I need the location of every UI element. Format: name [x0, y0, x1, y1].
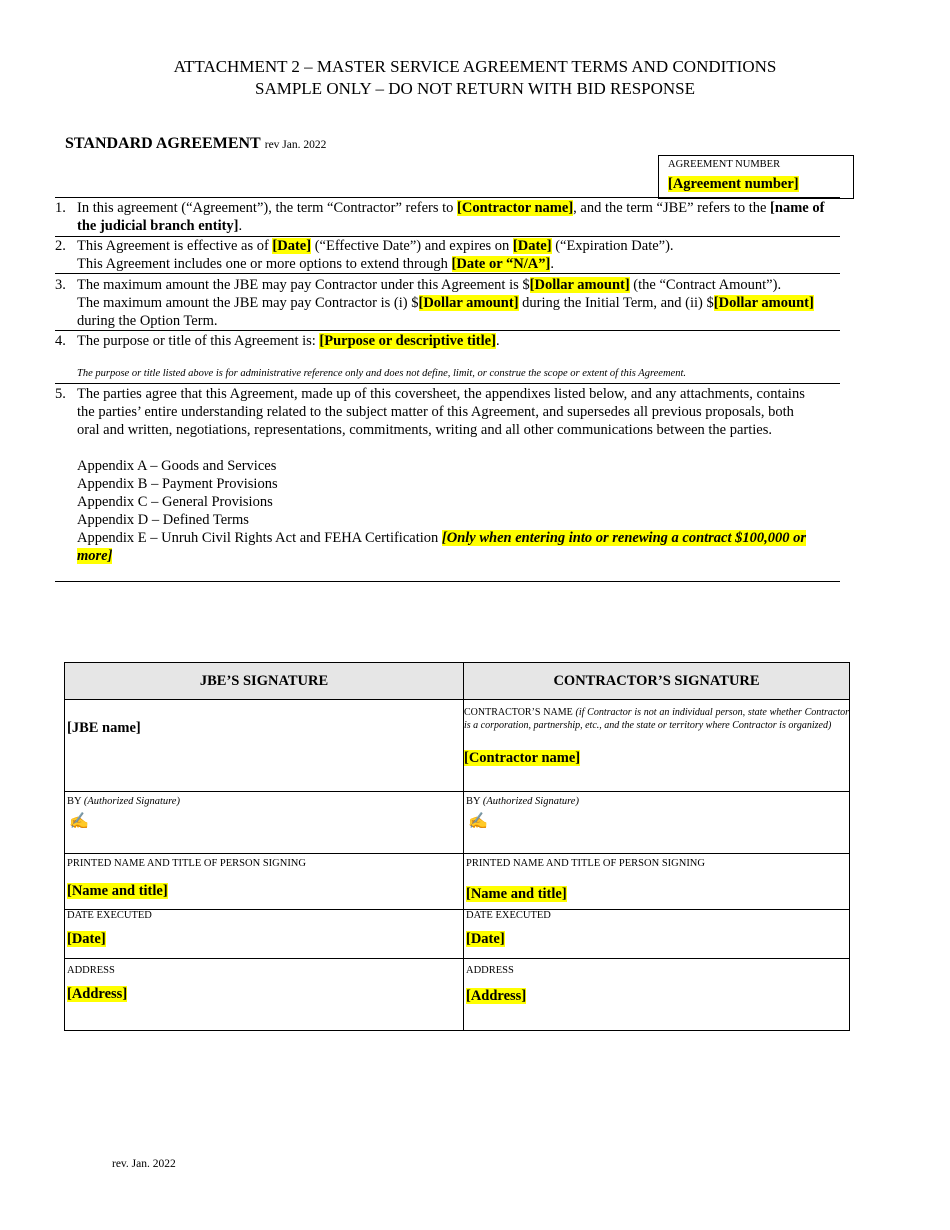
appendix-e-note: [Only when entering into or renewing a contract $100,000 or more] — [77, 530, 807, 564]
clause-5 — [55, 385, 845, 565]
contractor-address-value[interactable]: [Address] — [466, 988, 527, 1004]
footer-rev: rev. Jan. 2022 — [112, 1158, 176, 1170]
contractor-name-field[interactable]: [Contractor name] — [457, 200, 574, 216]
appendix-e: Appendix E – Unruh Civil Rights Act and FEHA Certification [Only when entering into or renewing a contract $100,000 or more] — [77, 530, 807, 564]
divider — [55, 383, 840, 384]
clause-1: 1. In this agreement (“Agreement”), the term “Contractor” refers to [Contractor name], and the term “JBE” refers to the [name of the judicial branch entity]. — [55, 200, 825, 234]
jbe-name-field[interactable]: [name of the judicial branch entity] — [77, 200, 825, 234]
initial-term-amount-field[interactable]: [Dollar amount] — [418, 295, 519, 311]
clause-3: 3. The maximum amount the JBE may pay Contractor under this Agreement is $[Dollar amount] (the “Contract Amount”). The maximum amount the JBE may pay Contractor is (i) $[Dollar amount] during the Initial Term, and (ii) $[Dollar amount] during the Option Term. — [55, 277, 814, 329]
option-term-amount-field[interactable]: [Dollar amount] — [713, 295, 814, 311]
clause-number: 2. — [55, 238, 66, 254]
appendix-d: Appendix D – Defined Terms — [77, 512, 249, 528]
jbe-printed-name-cell — [65, 854, 464, 910]
appendix-b: Appendix B – Payment Provisions — [77, 476, 278, 492]
document-title: ATTACHMENT 2 – MASTER SERVICE AGREEMENT TERMS AND CONDITIONS — [173, 57, 777, 76]
jbe-address-cell — [65, 959, 464, 1031]
contractor-name-value[interactable]: [Contractor name] — [464, 750, 581, 766]
clause-number: 1. — [55, 200, 66, 216]
clause-5-text: The parties agree that this Agreement, made up of this coversheet, the appendixes listed below, and any attachments, contains the parties’ entire understanding related to the subject matter of this Agreement, and supersedes all previous proposals, both oral and written, negotiations, representations, commitments, writing and all other communications between the parties. — [77, 386, 805, 438]
date-executed-label: DATE EXECUTED — [67, 910, 152, 921]
contractor-signature-header: CONTRACTOR’S SIGNATURE — [464, 663, 850, 700]
clause-number: 4. — [55, 333, 66, 349]
document-subtitle: SAMPLE ONLY – DO NOT RETURN WITH BID RESPONSE — [255, 79, 695, 98]
signature-pen-icon: ✍ — [69, 813, 89, 830]
jbe-date-cell — [65, 910, 464, 959]
contractor-printed-name-cell — [464, 854, 850, 910]
contractor-date-value[interactable]: [Date] — [466, 931, 505, 947]
jbe-address-value[interactable]: [Address] — [67, 986, 128, 1002]
contract-amount-field[interactable]: [Dollar amount] — [529, 277, 630, 293]
clause-number: 3. — [55, 277, 66, 293]
clause-number: 5. — [55, 386, 66, 402]
agreement-number-label: AGREEMENT NUMBER — [668, 159, 781, 170]
date-executed-label: DATE EXECUTED — [466, 910, 551, 921]
clause-4: 4. The purpose or title of this Agreement is: [Purpose or descriptive title]. — [55, 333, 500, 349]
jbe-date-value[interactable]: [Date] — [67, 931, 106, 947]
printed-name-label: PRINTED NAME AND TITLE OF PERSON SIGNING — [67, 858, 306, 869]
jbe-by-cell[interactable] — [65, 792, 464, 854]
agreement-number-value[interactable]: [Agreement number] — [668, 176, 799, 192]
purpose-disclaimer: The purpose or title listed above is for administrative reference only and does not define, limit, or construe the scope or extent of this Agreement. — [77, 368, 686, 379]
contractor-date-cell — [464, 910, 850, 959]
jbe-printed-name-value[interactable]: [Name and title] — [67, 883, 168, 899]
address-label: ADDRESS — [67, 965, 115, 976]
form-rev: rev Jan. 2022 — [264, 139, 327, 151]
by-label: BY (Authorized Signature) — [67, 796, 180, 807]
contractor-name-cell — [464, 700, 850, 792]
jbe-name-value[interactable]: [JBE name] — [67, 720, 141, 736]
address-label: ADDRESS — [466, 965, 514, 976]
contractor-by-cell[interactable] — [464, 792, 850, 854]
jbe-signature-header: JBE’S SIGNATURE — [65, 663, 464, 700]
by-label: BY (Authorized Signature) — [466, 796, 579, 807]
divider — [55, 581, 840, 582]
contractor-printed-name-value[interactable]: [Name and title] — [466, 886, 567, 902]
form-title-row — [65, 135, 326, 153]
contractor-name-note: (if Contractor is not an individual person, state whether Contractor is a corporation, partnership, etc., and the state or territory where Contractor is organized) — [464, 707, 850, 731]
appendix-a: Appendix A – Goods and Services — [77, 458, 277, 474]
divider — [55, 273, 840, 274]
divider — [55, 330, 840, 331]
jbe-name-cell — [65, 700, 464, 792]
clause-2: 2. This Agreement is effective as of [Date] (“Effective Date”) and expires on [Date] (“Expiration Date”). This Agreement includes one or more options to extend through [Date or “N/A”]. — [55, 238, 674, 272]
signature-table — [64, 662, 850, 1031]
appendix-c: Appendix C – General Provisions — [77, 494, 273, 510]
contractor-name-label: CONTRACTOR’S NAME — [464, 707, 573, 718]
form-title: STANDARD AGREEMENT — [65, 135, 261, 152]
effective-date-field[interactable]: [Date] — [272, 238, 312, 254]
contractor-address-cell — [464, 959, 850, 1031]
agreement-number-box — [658, 155, 854, 199]
signature-pen-icon: ✍ — [468, 813, 488, 830]
divider — [55, 197, 840, 198]
option-date-field[interactable]: [Date or “N/A”] — [451, 256, 551, 272]
purpose-field[interactable]: [Purpose or descriptive title] — [319, 333, 496, 349]
printed-name-label: PRINTED NAME AND TITLE OF PERSON SIGNING — [466, 858, 705, 869]
expiration-date-field[interactable]: [Date] — [512, 238, 552, 254]
